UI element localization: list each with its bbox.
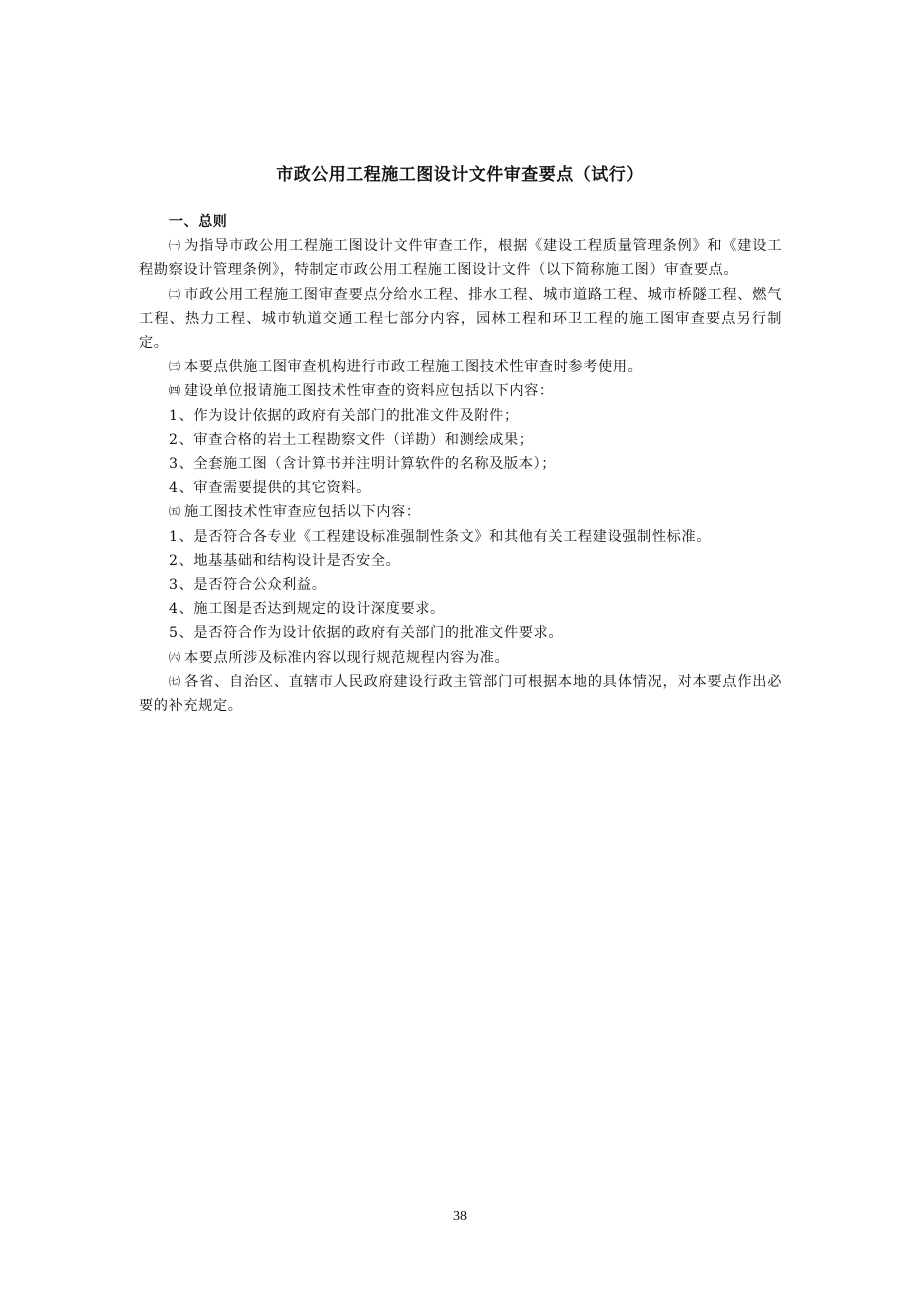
paragraph-marker: ㈦ [169,674,181,688]
document-body [139,210,782,718]
list-item: 3、全套施工图（含计算书并注明计算软件的名称及版本）； [169,456,557,473]
paragraph-text: 市政公用工程施工图审查要点分给水工程、排水工程、城市道路工程、城市桥隧工程、燃气工程、热力工程、城市轨道交通工程七部分内容，园林工程和环卫工程的施工图审查要点另行制定。 [139,286,782,352]
paragraph-3 [139,355,782,379]
paragraph-text: 建设单位报请施工图技术性审查的资料应包括以下内容： [184,383,554,400]
paragraph-text: 本要点所涉及标准内容以现行规范规程内容为准。 [184,649,510,666]
paragraph-text: 各省、自治区、直辖市人民政府建设行政主管部门可根据本地的具体情况，对本要点作出必要的补充规定。 [139,673,782,715]
paragraph-4 [139,379,782,403]
list-item: 2、地基基础和结构设计是否安全。 [169,552,401,569]
list-item: 2、审查合格的岩土工程勘察文件（详勘）和测绘成果； [169,431,534,448]
paragraph-marker: ㈡ [169,287,181,301]
paragraph-text: 本要点供施工图审查机构进行市政工程施工图技术性审查时参考使用。 [184,359,643,376]
list-item: 4、施工图是否达到规定的设计深度要求。 [169,601,445,618]
paragraph-marker: ㈠ [169,239,181,253]
paragraph-7 [139,670,782,718]
list-item: 1、作为设计依据的政府有关部门的批准文件及附件； [169,407,519,424]
document-title: 市政公用工程施工图设计文件审查要点（试行） [276,165,644,185]
paragraph-marker: ㈢ [169,360,180,374]
paragraph-5 [139,500,782,524]
paragraph-2 [139,283,782,356]
paragraph-text: 施工图技术性审查应包括以下内容： [184,504,421,521]
paragraph-marker: ㈣ [169,384,180,398]
paragraph-marker: ㈤ [169,505,180,519]
paragraph-marker: ㈥ [169,650,180,664]
list-item: 4、审查需要提供的其它资料。 [169,480,371,497]
paragraph-text: 为指导市政公用工程施工图设计文件审查工作，根据《建设工程质量管理条例》和《建设工程勘察设计管理条例》，特制定市政公用工程施工图设计文件（以下简称施工图）审查要点。 [139,238,782,279]
paragraph-6 [139,646,782,670]
paragraph-1 [139,234,782,282]
list-item: 3、是否符合公众利益。 [169,577,327,594]
list-item: 1、是否符合各专业《工程建设标准强制性条文》和其他有关工程建设强制性标准。 [169,528,711,545]
page-number: 38 [453,1209,467,1224]
list-item: 5、是否符合作为设计依据的政府有关部门的批准文件要求。 [169,625,564,642]
section-heading: 一、总则 [169,214,228,230]
